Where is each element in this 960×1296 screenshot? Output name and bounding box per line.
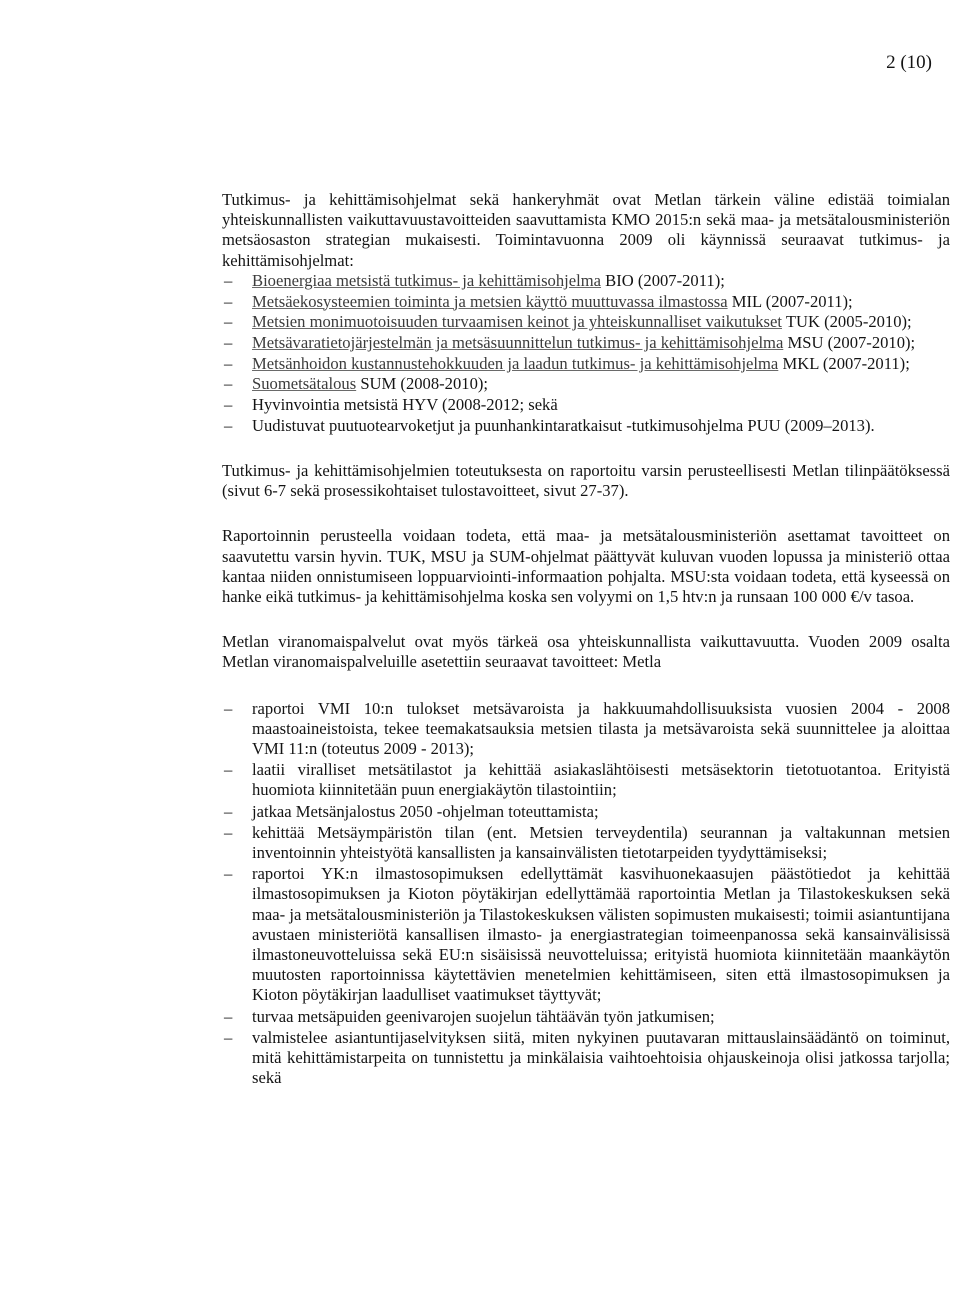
program-detail: TUK (2005-2010); — [782, 312, 912, 332]
task-item: – raportoi YK:n ilmastosopimuksen edellyttämät kasvihuonekaasujen päästötiedot ja kehittää ilmastosopimuksen ja Kioton pöytäkirjan edellyttämää raportointia Metlan ja Tilastokeskuksen sekä maa- ja metsätalousministeriön ja Tilastokeskuksen välisten sopimusten mukaisesti; toimii asiantuntijana avustaen ministeriötä kansallisen ilmasto- ja energiastrategian toimeenpanossa sekä kansainvälisissä ilmastoneuvotteluissa sekä EU:n sisäisissä neuvotteluissa; erityistä huomiota kiinnitetään maankäytön muutosten raportoinnissa käytettävien menetelmien kehittämiseen, siten että ilmastosopimuksen ja Kioton pöytäkirjan laadulliset vaatimukset täyttyvät; — [222, 864, 950, 1005]
task-item: – raportoi VMI 10:n tulokset metsävaroista ja hakkuumahdollisuuksista vuosien 2004 - 2008 maastoaineistoista, tekee teemakatsauksia metsien tilasta ja metsävaroista sekä suunnittelee ja aloittaa VMI 11:n (toteutus 2009 - 2013); — [222, 699, 950, 760]
program-item — [222, 374, 950, 394]
task-item: – turvaa metsäpuiden geenivarojen suojelun tähtäävän työn jatkumisen; — [222, 1007, 950, 1027]
program-detail: MIL (2007-2011); — [727, 291, 853, 311]
program-link[interactable]: Bioenergiaa metsistä tutkimus- ja kehittämisohjelma — [252, 270, 602, 290]
program-link[interactable]: Suometsätalous — [252, 374, 357, 394]
program-detail: Hyvinvointia metsistä HYV (2008-2012; sekä — [252, 395, 558, 415]
program-item — [222, 354, 950, 374]
reporting-paragraph: Tutkimus- ja kehittämisohjelmien toteutuksesta on raportoitu varsin perusteellisesti Metlan tilinpäätöksessä (sivut 6-7 sekä prosessikohtaiset tulostavoitteet, sivut 27-37). — [222, 460, 950, 501]
page-number: 2 (10) — [886, 52, 932, 73]
program-item — [222, 312, 950, 332]
goals-paragraph: Raportoinnin perusteella voidaan todeta, että maa- ja metsätalousministeriön asettamat tavoitteet on saavutettu varsin hyvin. TUK, MSU ja SUM-ohjelmat päättyvät kuluvan vuoden lopussa ja ministeriö ottaa kantaa niiden onnistumiseen loppuarviointi-informaation pohjalta. MSU:sta voidaan todeta, että kyseessä on hanke eikä tutkimus- ja kehittämisohjelma koska sen volyymi on 1,5 htv:n ja runsaan 100 000 €/v tasoa. — [222, 526, 950, 606]
program-detail: MKL (2007-2011); — [778, 353, 910, 373]
document-body — [222, 190, 950, 1089]
task-item: – kehittää Metsäympäristön tilan (ent. Metsien terveydentila) seurannan ja valtakunnan metsien inventoinnin yhteistyötä kansallisten ja kansainvälisten tietotarpeiden tyydyttämiseksi; — [222, 823, 950, 863]
program-item — [222, 271, 950, 291]
program-item — [222, 292, 950, 312]
task-item: – laatii viralliset metsätilastot ja kehittää asiakaslähtöisesti metsäsektorin tietotuotantoa. Erityistä huomiota kiinnitetään puun energiakäytön tilastointiin; — [222, 760, 950, 800]
program-detail: MSU (2007-2010); — [783, 332, 916, 352]
program-link[interactable]: Metsävaratietojärjestelmän ja metsäsuunnittelun tutkimus- ja kehittämisohjelma — [252, 332, 784, 352]
program-link[interactable]: Metsäekosysteemien toiminta ja metsien käyttö muuttuvassa ilmastossa — [252, 291, 728, 311]
task-list — [222, 699, 950, 1089]
program-link[interactable]: Metsien monimuotoisuuden turvaamisen keinot ja yhteiskunnalliset vaikutukset — [252, 312, 782, 332]
program-list — [222, 271, 950, 436]
program-detail: Uudistuvat puutuotearvoketjut ja puunhankintaratkaisut -tutkimusohjelma PUU (2009–2013). — [252, 415, 875, 435]
program-detail: BIO (2007-2011); — [601, 270, 725, 290]
task-item: – jatkaa Metsänjalostus 2050 -ohjelman toteuttamista; — [222, 802, 950, 822]
task-item: – valmistelee asiantuntijaselvityksen siitä, miten nykyinen puutavaran mittauslainsäädäntö on toiminut, mitä kehittämistarpeita on tunnistettu ja minkälaisia vaihtoehtoisia ohjauskeinoja olisi jatkossa tarjolla; sekä — [222, 1028, 950, 1089]
program-item — [222, 333, 950, 353]
services-paragraph: Metlan viranomaispalvelut ovat myös tärkeä osa yhteiskunnallista vaikuttavuutta. Vuoden 2009 osalta Metlan viranomaispalveluille asetettiin seuraavat tavoitteet: Metla — [222, 632, 950, 672]
intro-paragraph: Tutkimus- ja kehittämisohjelmat sekä hankeryhmät ovat Metlan tärkein väline edistää toimialan yhteiskunnallisten vaikuttavuustavoitteiden saavuttamista KMO 2015:n sekä maa- ja metsätalousministeriön metsäosaston strategian mukaisesti. Toimintavuonna 2009 oli käynnissä seuraavat tutkimus- ja kehittämisohjelmat: — [222, 190, 950, 270]
program-link[interactable]: Metsänhoidon kustannustehokkuuden ja laadun tutkimus- ja kehittämisohjelma — [252, 353, 779, 373]
program-item — [222, 416, 950, 436]
program-item — [222, 395, 950, 415]
program-detail: SUM (2008-2010); — [356, 374, 488, 394]
